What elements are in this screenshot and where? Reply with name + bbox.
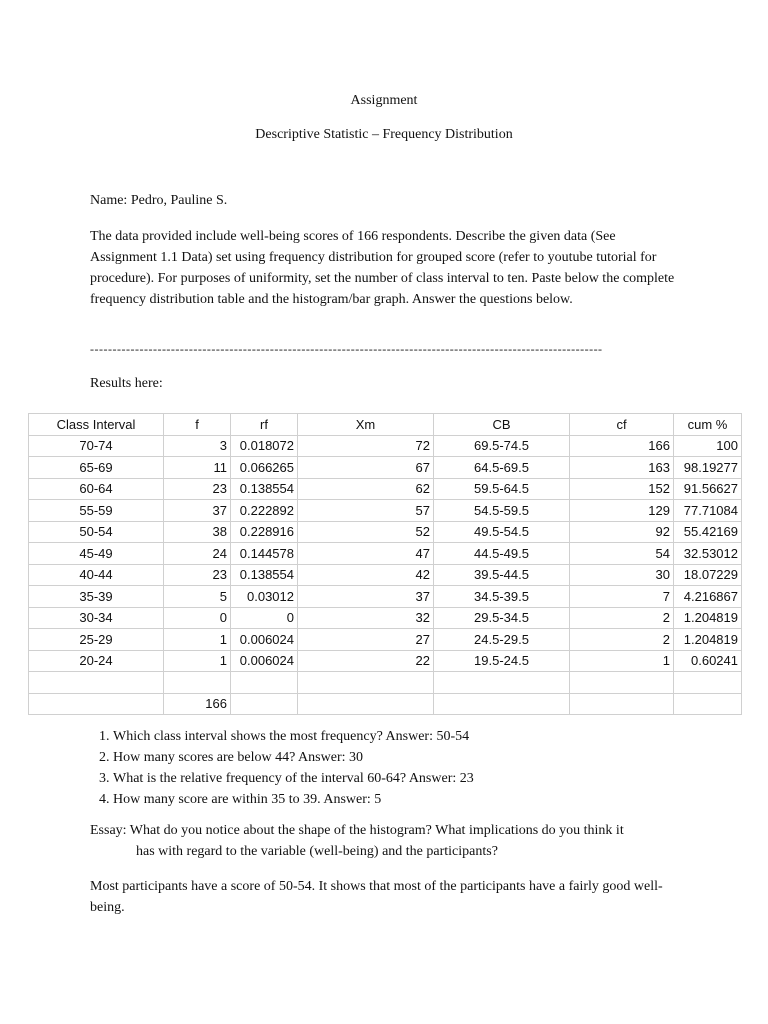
cell-cum-percent: 1.204819 [674, 607, 742, 629]
cell-f: 11 [164, 457, 231, 479]
cell-class-interval: 20-24 [29, 650, 164, 672]
cell-rf: 0.144578 [231, 543, 298, 565]
table-total-row [29, 693, 742, 715]
cell-class-interval: 45-49 [29, 543, 164, 565]
frequency-table [28, 413, 742, 715]
cell-cf: 7 [570, 586, 674, 608]
empty-cell [434, 693, 570, 715]
cell-xm: 52 [298, 521, 434, 543]
empty-cell [29, 672, 164, 694]
cell-cf: 92 [570, 521, 674, 543]
cell-xm: 47 [298, 543, 434, 565]
table-row [29, 543, 742, 565]
cell-cf: 129 [570, 500, 674, 522]
cell-cf: 166 [570, 435, 674, 457]
cell-cb: 39.5-44.5 [434, 564, 570, 586]
cell-class-interval: 60-64 [29, 478, 164, 500]
cell-rf: 0.066265 [231, 457, 298, 479]
cell-xm: 22 [298, 650, 434, 672]
cell-xm: 72 [298, 435, 434, 457]
cell-rf: 0.006024 [231, 629, 298, 651]
cell-cb: 59.5-64.5 [434, 478, 570, 500]
cell-rf: 0.006024 [231, 650, 298, 672]
question-item: 3. What is the relative frequency of the interval 60-64? Answer: 23 [113, 768, 474, 789]
cell-xm: 62 [298, 478, 434, 500]
cell-cb: 64.5-69.5 [434, 457, 570, 479]
table-row [29, 607, 742, 629]
cell-cf: 1 [570, 650, 674, 672]
empty-cell [164, 672, 231, 694]
cell-cum-percent: 98.19277 [674, 457, 742, 479]
cell-class-interval: 35-39 [29, 586, 164, 608]
cell-cum-percent: 1.204819 [674, 629, 742, 651]
cell-class-interval: 50-54 [29, 521, 164, 543]
cell-cb: 44.5-49.5 [434, 543, 570, 565]
cell-f: 37 [164, 500, 231, 522]
essay-prompt [90, 820, 690, 862]
cell-xm: 57 [298, 500, 434, 522]
cell-cf: 152 [570, 478, 674, 500]
cell-total-f: 166 [164, 693, 231, 715]
cell-rf: 0.03012 [231, 586, 298, 608]
cell-cf: 2 [570, 607, 674, 629]
document-subtitle: Descriptive Statistic – Frequency Distribution [255, 127, 513, 142]
cell-f: 1 [164, 629, 231, 651]
empty-cell [298, 672, 434, 694]
cell-rf: 0.018072 [231, 435, 298, 457]
cell-cb: 29.5-34.5 [434, 607, 570, 629]
table-row [29, 650, 742, 672]
table-row [29, 478, 742, 500]
empty-cell [570, 693, 674, 715]
cell-cb: 34.5-39.5 [434, 586, 570, 608]
cell-class-interval: 25-29 [29, 629, 164, 651]
table-row [29, 500, 742, 522]
cell-cb: 24.5-29.5 [434, 629, 570, 651]
student-name: Name: Pedro, Pauline S. [90, 193, 228, 208]
cell-xm: 37 [298, 586, 434, 608]
cell-rf: 0.138554 [231, 478, 298, 500]
question-item: 1. Which class interval shows the most frequency? Answer: 50-54 [113, 726, 474, 747]
cell-cf: 2 [570, 629, 674, 651]
cell-f: 23 [164, 478, 231, 500]
questions-list [90, 726, 474, 810]
header-xm: Xm [298, 414, 434, 436]
cell-cum-percent: 91.56627 [674, 478, 742, 500]
cell-f: 3 [164, 435, 231, 457]
cell-class-interval: 40-44 [29, 564, 164, 586]
cell-class-interval: 30-34 [29, 607, 164, 629]
cell-f: 1 [164, 650, 231, 672]
cell-xm: 32 [298, 607, 434, 629]
cell-cf: 54 [570, 543, 674, 565]
header-cum-percent: cum % [674, 414, 742, 436]
table-row [29, 435, 742, 457]
cell-f: 23 [164, 564, 231, 586]
cell-cum-percent: 4.216867 [674, 586, 742, 608]
cell-cum-percent: 32.53012 [674, 543, 742, 565]
question-item: 2. How many scores are below 44? Answer: 30 [113, 747, 474, 768]
cell-class-interval: 55-59 [29, 500, 164, 522]
empty-cell [434, 672, 570, 694]
cell-cum-percent: 77.71084 [674, 500, 742, 522]
cell-xm: 27 [298, 629, 434, 651]
table-header-row [29, 414, 742, 436]
document-title: Assignment [350, 93, 418, 108]
empty-cell [298, 693, 434, 715]
cell-xm: 42 [298, 564, 434, 586]
header-class-interval: Class Interval [29, 414, 164, 436]
cell-f: 0 [164, 607, 231, 629]
cell-xm: 67 [298, 457, 434, 479]
cell-class-interval: 70-74 [29, 435, 164, 457]
empty-cell [674, 672, 742, 694]
cell-rf: 0.222892 [231, 500, 298, 522]
instructions-paragraph: The data provided include well-being scores of 166 respondents. Describe the given data (See Assignment 1.1 Data) set using frequency distribution for grouped score (refer to youtube tutorial for procedure). For purposes of uniformity, set the number of class interval to ten. Paste below the complete frequency distribution table and the histogram/bar graph. Answer the questions below. [90, 229, 675, 307]
header-cb: CB [434, 414, 570, 436]
cell-cb: 49.5-54.5 [434, 521, 570, 543]
cell-cum-percent: 100 [674, 435, 742, 457]
empty-cell [231, 693, 298, 715]
table-empty-row [29, 672, 742, 694]
cell-cf: 30 [570, 564, 674, 586]
empty-cell [570, 672, 674, 694]
cell-f: 38 [164, 521, 231, 543]
table-row [29, 564, 742, 586]
cell-class-interval: 65-69 [29, 457, 164, 479]
empty-cell [674, 693, 742, 715]
cell-rf: 0.138554 [231, 564, 298, 586]
table-row [29, 586, 742, 608]
cell-cum-percent: 0.60241 [674, 650, 742, 672]
cell-cf: 163 [570, 457, 674, 479]
cell-cb: 19.5-24.5 [434, 650, 570, 672]
table-row [29, 521, 742, 543]
essay-line-2: has with regard to the variable (well-being) and the participants? [136, 844, 498, 859]
cell-rf: 0 [231, 607, 298, 629]
cell-rf: 0.228916 [231, 521, 298, 543]
table-row [29, 457, 742, 479]
cell-cum-percent: 18.07229 [674, 564, 742, 586]
results-label: Results here: [90, 376, 163, 391]
question-item: 4. How many score are within 35 to 39. Answer: 5 [113, 789, 474, 810]
table-body [29, 435, 742, 715]
cell-f: 24 [164, 543, 231, 565]
cell-f: 5 [164, 586, 231, 608]
header-rf: rf [231, 414, 298, 436]
cell-cb: 54.5-59.5 [434, 500, 570, 522]
empty-cell [29, 693, 164, 715]
essay-line-1: Essay: What do you notice about the shape of the histogram? What implications do you think it [90, 823, 624, 838]
cell-cum-percent: 55.42169 [674, 521, 742, 543]
header-cf: cf [570, 414, 674, 436]
header-f: f [164, 414, 231, 436]
divider-line: ------------------------------------------------------------------------------------------------------------------ [90, 342, 603, 356]
cell-cb: 69.5-74.5 [434, 435, 570, 457]
table-row [29, 629, 742, 651]
essay-answer: Most participants have a score of 50-54. It shows that most of the participants have a fairly good well-being. [90, 879, 663, 915]
empty-cell [231, 672, 298, 694]
